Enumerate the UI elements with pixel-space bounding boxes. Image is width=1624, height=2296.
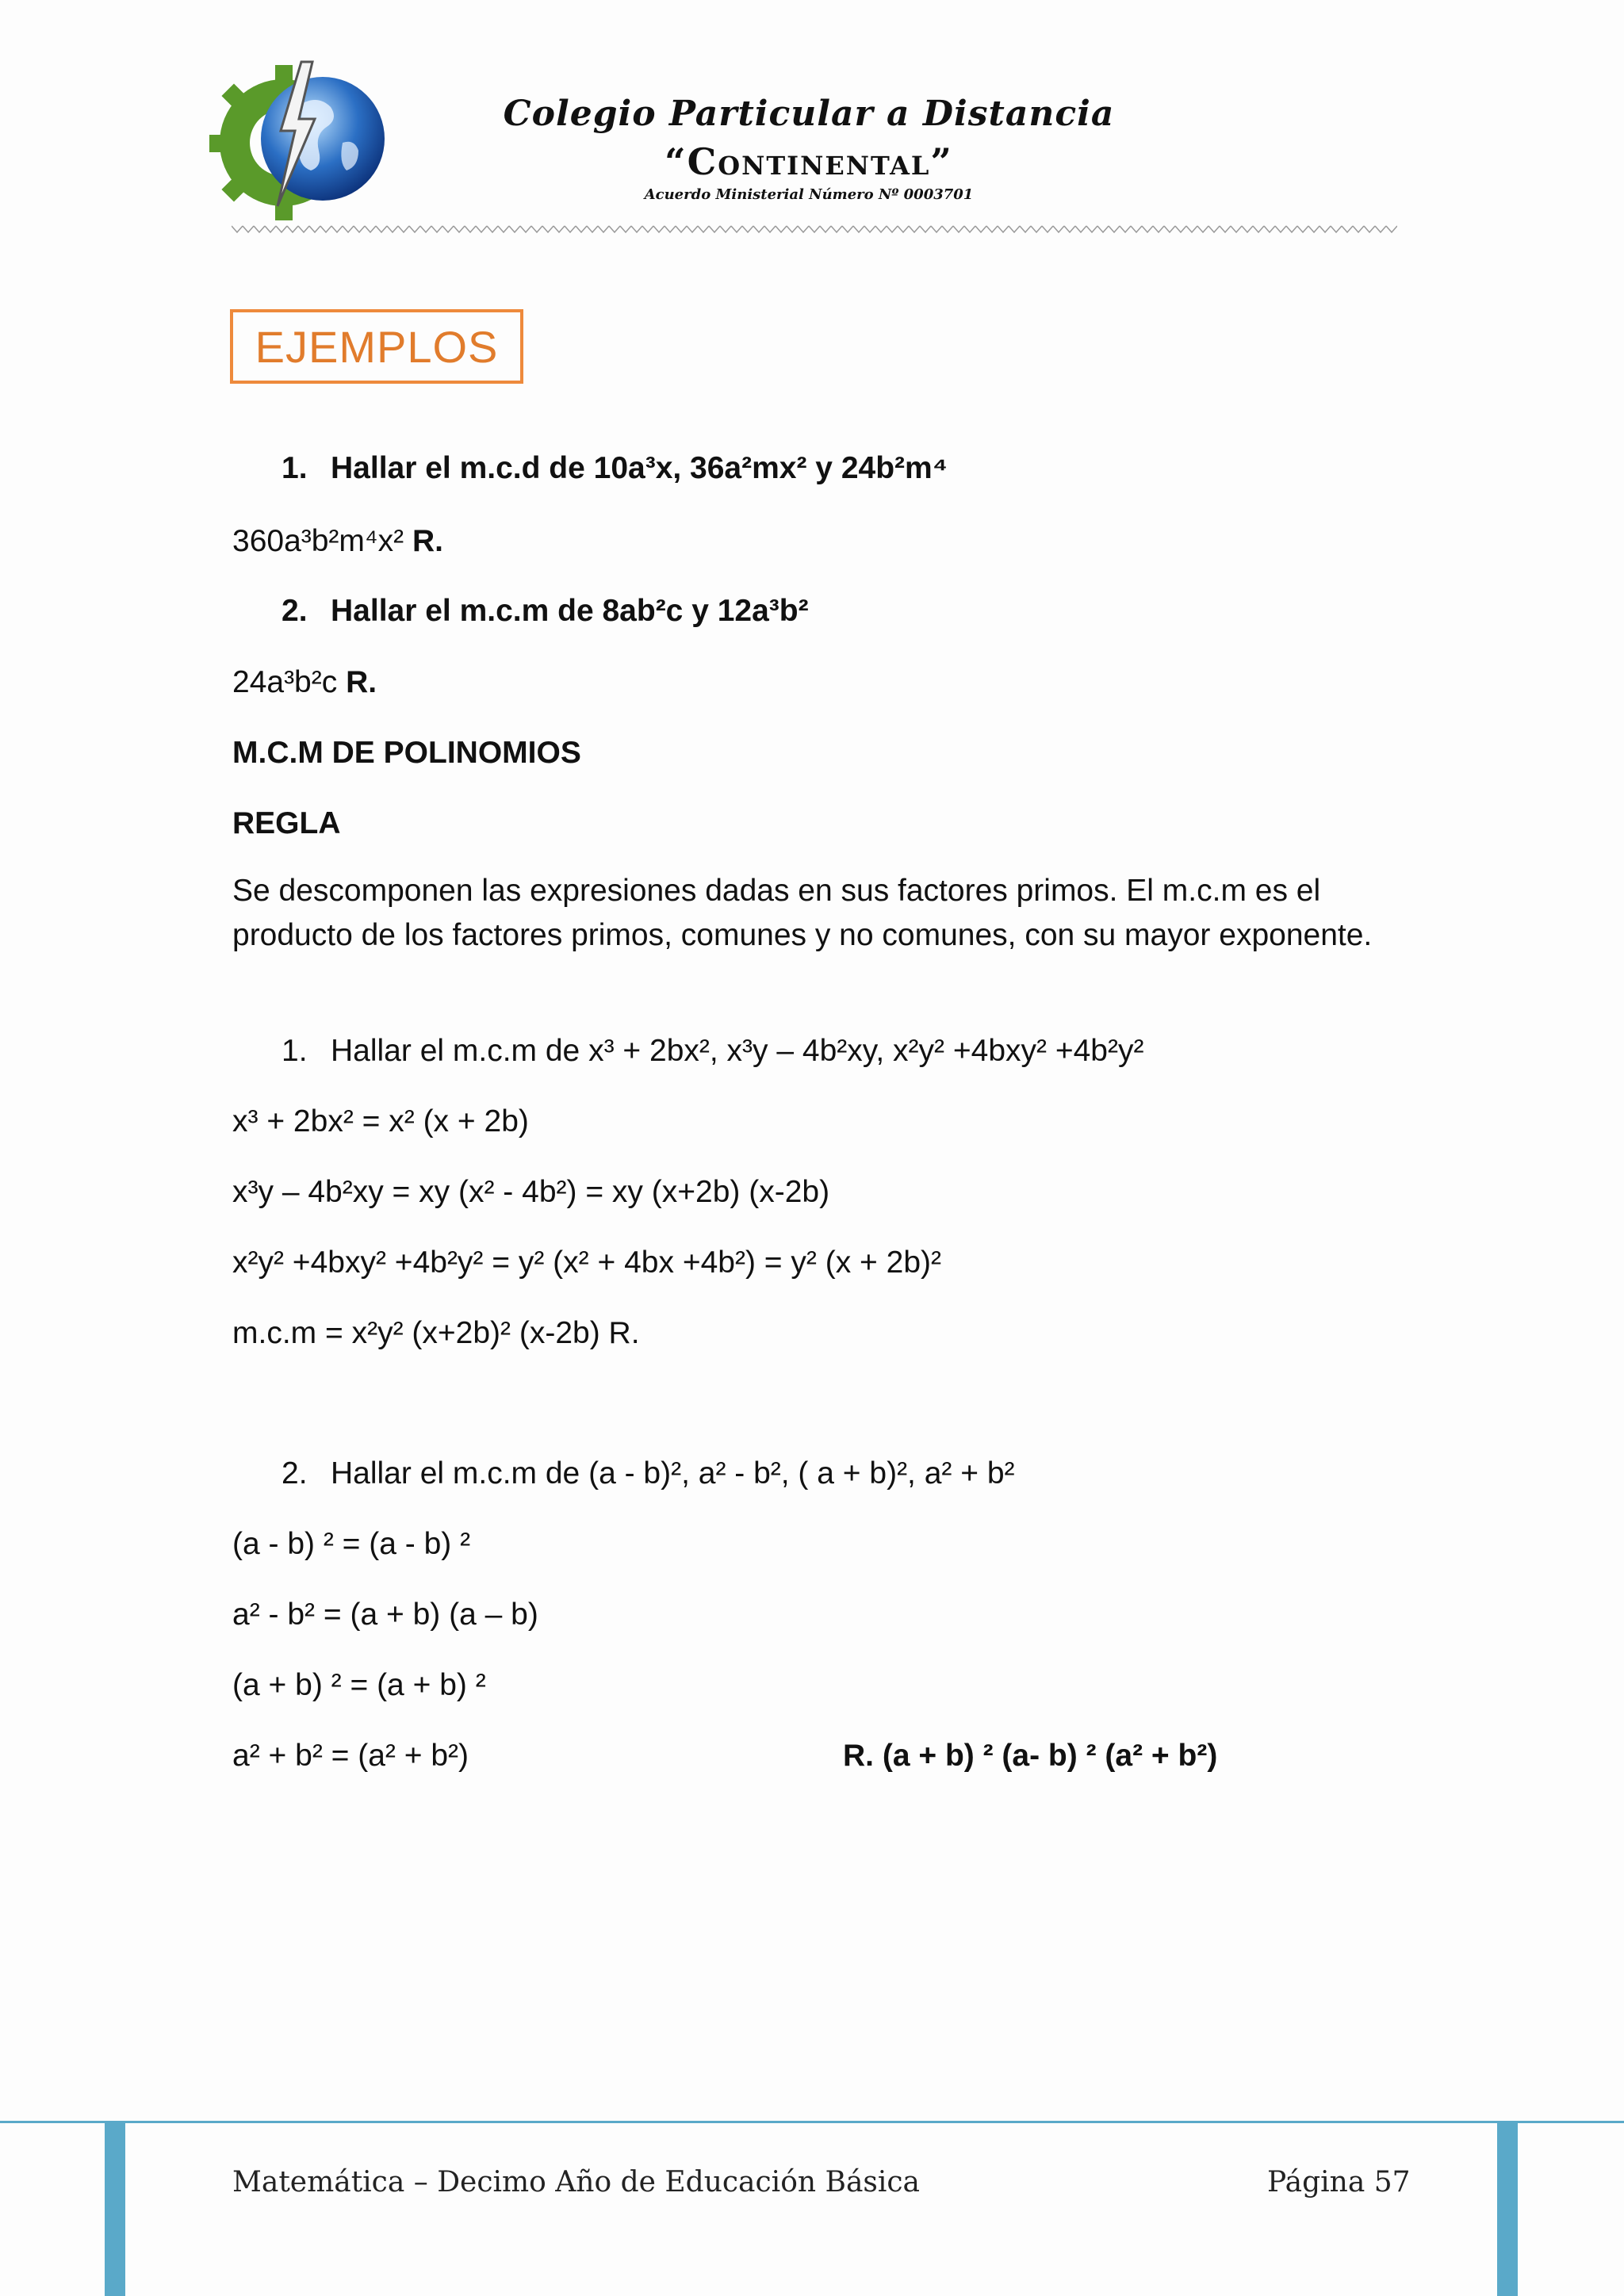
footer-left-bar xyxy=(105,2121,125,2296)
school-logo xyxy=(208,55,390,226)
example-2-answer-mark: R. xyxy=(346,665,377,699)
polynomial-2-step-4: a² + b² = (a² + b²) xyxy=(232,1739,469,1773)
footer-subject: Matemática – Decimo Año de Educación Básica xyxy=(232,2166,921,2198)
polynomial-2-answer: R. (a + b) ² (a- b) ² (a² + b²) xyxy=(843,1739,1218,1773)
example-2-text: Hallar el m.c.m de 8ab²c y 12a³b² xyxy=(331,594,809,628)
polynomial-2-text: Hallar el m.c.m de (a - b)², a² - b², ( a + b)², a² + b² xyxy=(331,1456,1015,1490)
examples-title: EJEMPLOS xyxy=(255,321,499,372)
example-1-answer: 360a³b²m⁴x² xyxy=(232,524,404,558)
example-2-answer: 24a³b²c xyxy=(232,665,338,699)
school-name: Colegio Particular a Distancia xyxy=(503,94,1115,134)
example-1-answer-line xyxy=(232,519,443,564)
example-2-statement xyxy=(282,589,809,633)
polynomial-2-step-1: (a - b) ² = (a - b) ² xyxy=(232,1527,471,1561)
polynomial-1-step-1: x³ + 2bx² = x² (x + 2b) xyxy=(232,1104,529,1138)
rule-heading: REGLA xyxy=(232,806,341,840)
example-1-answer-mark: R. xyxy=(412,524,444,558)
example-2-number: 2. xyxy=(282,594,308,628)
polynomial-1-number: 1. xyxy=(282,1034,308,1068)
examples-title-box xyxy=(230,309,523,384)
polynomial-1-statement xyxy=(282,1029,1143,1073)
polynomial-1-step-3: x²y² +4bxy² +4b²y² = y² (x² + 4bx +4b²) = y² (x + 2b)² xyxy=(232,1246,942,1280)
accord-number: Acuerdo Ministerial Número Nº 0003701 xyxy=(644,186,974,203)
polynomial-2-number: 2. xyxy=(282,1456,308,1490)
polynomial-2-statement xyxy=(282,1452,1015,1496)
example-1-text: Hallar el m.c.d de 10a³x, 36a²mx² y 24b²m⁴ xyxy=(331,451,948,485)
section-heading: M.C.M DE POLINOMIOS xyxy=(232,736,581,770)
polynomial-1-result: m.c.m = x²y² (x+2b)² (x-2b) R. xyxy=(232,1316,640,1350)
example-1-number: 1. xyxy=(282,451,308,485)
polynomial-2-step-2: a² - b² = (a + b) (a – b) xyxy=(232,1598,538,1632)
header-title-block xyxy=(444,94,1174,203)
polynomial-1-text: Hallar el m.c.m de x³ + 2bx², x³y – 4b²xy, x²y² +4bxy² +4b²y² xyxy=(331,1034,1144,1068)
polynomial-2-step-3: (a + b) ² = (a + b) ² xyxy=(232,1668,486,1702)
footer-page-number: Página 57 xyxy=(1267,2166,1411,2198)
header-divider xyxy=(232,224,1397,235)
example-1-statement xyxy=(282,446,948,491)
example-2-answer-line xyxy=(232,660,377,705)
footer-divider xyxy=(0,2121,1624,2123)
polynomial-1-step-2: x³y – 4b²xy = xy (x² - 4b²) = xy (x+2b) (x-2b) xyxy=(232,1175,830,1209)
polynomial-2-step-4-line xyxy=(232,1734,1218,1778)
school-quote: “Continental” xyxy=(665,140,953,183)
footer-right-bar xyxy=(1497,2121,1518,2296)
rule-paragraph: Se descomponen las expresiones dadas en sus factores primos. El m.c.m es el producto de los factores primos, comunes y no comunes, con su mayor exponente. xyxy=(232,874,1373,952)
